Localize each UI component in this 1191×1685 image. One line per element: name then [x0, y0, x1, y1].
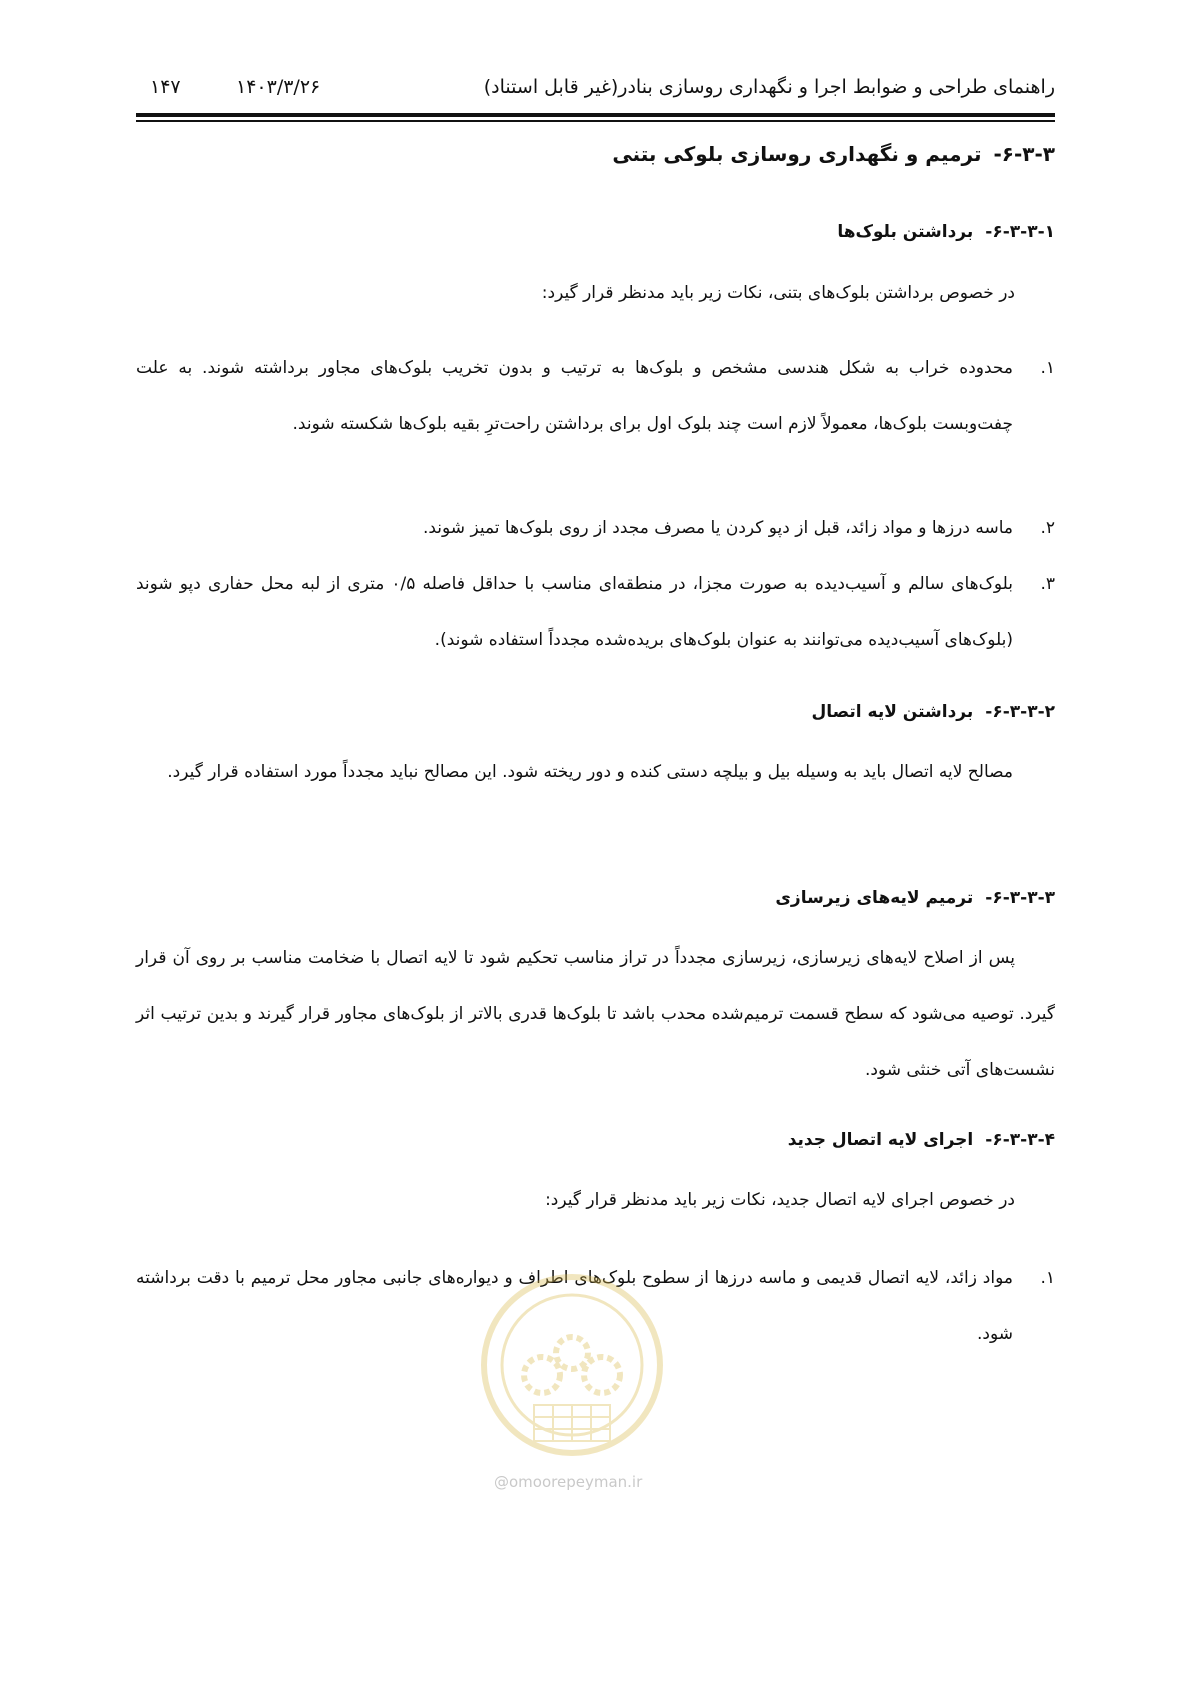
subsection-3-title: ترمیم لایه‌های زیرسازی: [775, 888, 974, 908]
header-title: راهنمای طراحی و ضوابط اجرا و نگهداری روسازی بنادر(غیر قابل استناد): [483, 76, 1055, 98]
subsection-1-title: برداشتن بلوک‌ها: [837, 222, 974, 242]
list-item-marker: ۲.: [1040, 518, 1055, 538]
subsection-1-intro: در خصوص برداشتن بلوک‌های بتنی، نکات زیر باید مدنظر قرار گیرد:: [541, 283, 1015, 303]
running-header: [136, 68, 1055, 108]
list-item: [136, 556, 1055, 668]
subsection-1-heading: [837, 222, 1055, 242]
header-rule-thin: [136, 120, 1055, 122]
list-item-text: بلوک‌های سالم و آسیب‌دیده به صورت مجزا، در منطقه‌ای مناسب با حداقل فاصله ۰/۵ متری از لبه محل حفاری دپو شوند (بلوک‌های آسیب‌دیده می‌توانند به عنوان بلوک‌های بریده‌شده مجدداً استفاده شوند).: [136, 574, 1013, 650]
list-item-text: مواد زائد، لایه اتصال قدیمی و ماسه درزها از سطوح بلوک‌های اطراف و دیواره‌های جانبی مجاور محل ترمیم با دقت برداشته شود.: [136, 1268, 1013, 1344]
list-item-marker: ۱.: [1040, 358, 1055, 378]
list-item-text: محدوده خراب به شکل هندسی مشخص و بلوک‌ها به ترتیب و بدون تخریب بلوک‌های مجاور برداشته شوند. به علت چفت‌وبست بلوک‌ها، معمولاً لازم است چند بلوک اول برای برداشتن راحت‌ترِ بقیه بلوک‌ها شکسته شوند.: [136, 358, 1013, 434]
section-title: ترمیم و نگهداری روسازی بلوکی بتنی: [612, 142, 982, 166]
watermark-text: @omoorepeyman.ir: [494, 1473, 643, 1491]
subsection-4-heading: [788, 1130, 1055, 1150]
section-heading: [612, 142, 1055, 166]
list-item: [136, 500, 1055, 556]
subsection-3-number: ۶-۳-۳-۳-: [985, 888, 1055, 908]
subsection-4-number: ۶-۳-۳-۴-: [985, 1130, 1055, 1150]
subsection-4-intro: در خصوص اجرای لایه اتصال جدید، نکات زیر باید مدنظر قرار گیرد:: [545, 1190, 1015, 1210]
subsection-2-title: برداشتن لایه اتصال: [811, 702, 974, 722]
subsection-3-heading: [775, 888, 1055, 908]
list-item-marker: ۱.: [1040, 1268, 1055, 1288]
header-rule-thick: [136, 113, 1055, 117]
subsection-1-number: ۶-۳-۳-۱-: [985, 222, 1055, 242]
section-number: ۶-۳-۳-: [993, 142, 1055, 166]
watermark-logo: [472, 1265, 672, 1465]
list-item: [136, 340, 1055, 452]
header-date: ۱۴۰۳/۳/۲۶: [236, 76, 321, 98]
subsection-2-body: مصالح لایه اتصال باید به وسیله بیل و بیلچه دستی کنده و دور ریخته شود. این مصالح نباید مجدداً مورد استفاده قرار گیرد.: [167, 762, 1013, 782]
subsection-3-body: پس از اصلاح لایه‌های زیرسازی، زیرسازی مجدداً در تراز مناسب تحکیم شود تا لایه اتصال با ضخامت مناسب بر روی آن قرار گیرد. توصیه می‌شود که سطح قسمت ترمیم‌شده محدب باشد تا بلوک‌ها قدری بالاتر از بلوک‌های مجاور قرار گیرند و بدین ترتیب اثر نشست‌های آتی خنثی شود.: [136, 948, 1055, 1080]
subsection-2-number: ۶-۳-۳-۲-: [985, 702, 1055, 722]
subsection-2-heading: [812, 702, 1055, 722]
page-number: ۱۴۷: [150, 76, 181, 98]
list-item-text: ماسه درزها و مواد زائد، قبل از دپو کردن یا مصرف مجدد از روی بلوک‌ها تمیز شوند.: [422, 518, 1013, 538]
subsection-4-title: اجرای لایه اتصال جدید: [787, 1130, 974, 1150]
list-item-marker: ۳.: [1040, 574, 1055, 594]
